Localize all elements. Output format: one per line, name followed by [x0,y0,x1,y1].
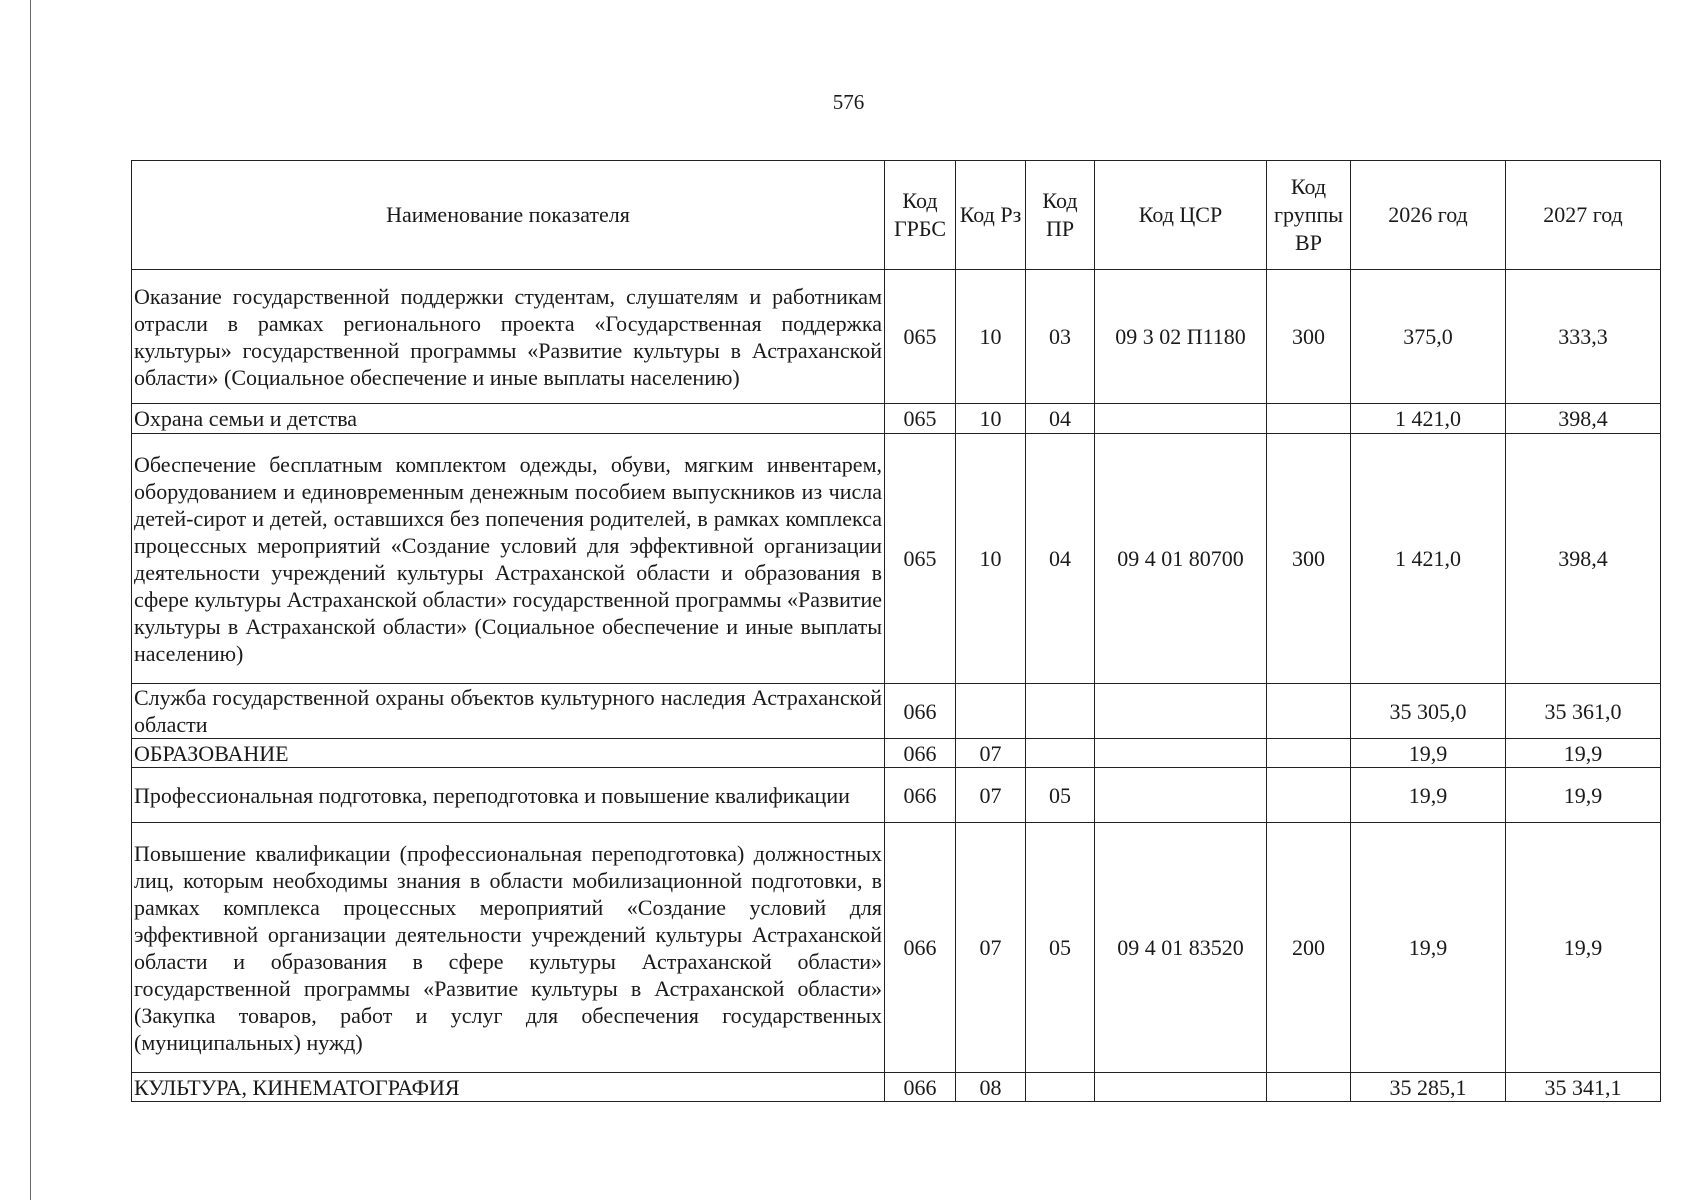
row-vr: 300 [1267,270,1351,404]
row-2026: 1 421,0 [1351,434,1506,684]
row-grbs: 066 [885,1073,956,1102]
table-row [132,404,1661,434]
row-name: Оказание государственной поддержки студентам, слушателям и работникам отрасли в рамках регионального проекта «Государственная поддержка культуры» государственной программы «Развитие культуры в Астраханской области» (Социальное обеспечение и иные выплаты населению) [132,270,885,404]
row-pr: 05 [1026,823,1095,1073]
row-2027: 19,9 [1506,768,1661,823]
row-pr [1026,684,1095,739]
row-vr: 300 [1267,434,1351,684]
page-binding-line [30,0,31,1200]
row-rz: 07 [956,823,1026,1073]
row-name: КУЛЬТУРА, КИНЕМАТОГРАФИЯ [132,1073,885,1102]
row-csr: 09 3 02 П1180 [1095,270,1267,404]
row-vr [1267,1073,1351,1102]
row-grbs: 065 [885,404,956,434]
header-pr: Код ПР [1026,161,1095,270]
row-grbs: 065 [885,270,956,404]
row-2026: 19,9 [1351,823,1506,1073]
row-rz: 10 [956,434,1026,684]
row-csr: 09 4 01 83520 [1095,823,1267,1073]
row-2026: 19,9 [1351,768,1506,823]
row-rz: 10 [956,404,1026,434]
row-grbs: 066 [885,768,956,823]
row-pr: 05 [1026,768,1095,823]
page-number: 576 [832,90,865,114]
row-grbs: 066 [885,739,956,768]
row-csr [1095,739,1267,768]
row-grbs: 065 [885,434,956,684]
row-2027: 19,9 [1506,739,1661,768]
row-2027: 35 341,1 [1506,1073,1661,1102]
header-csr: Код ЦСР [1095,161,1267,270]
row-pr [1026,739,1095,768]
row-name: ОБРАЗОВАНИЕ [132,739,885,768]
row-rz: 07 [956,739,1026,768]
table-row [132,684,1661,739]
row-csr [1095,684,1267,739]
header-name: Наименование показателя [132,161,885,270]
row-name: Обеспечение бесплатным комплектом одежды, обуви, мягким инвентарем, оборудованием и единовременным денежным пособием выпускников из числа детей-сирот и детей, оставшихся без попечения родителей, в рамках комплекса процессных мероприятий «Создание условий для эффективной организации деятельности учреждений культуры Астраханской области и образования в сфере культуры Астраханской области» государственной программы «Развитие культуры в Астраханской области» (Социальное обеспечение и иные выплаты населению) [132,434,885,684]
row-2026: 35 285,1 [1351,1073,1506,1102]
row-2027: 333,3 [1506,270,1661,404]
row-vr [1267,404,1351,434]
budget-table [131,160,1661,1102]
table-row [132,823,1661,1073]
row-2026: 35 305,0 [1351,684,1506,739]
row-rz [956,684,1026,739]
row-2027: 398,4 [1506,434,1661,684]
header-2027: 2027 год [1506,161,1661,270]
table-row [132,1073,1661,1102]
table-row [132,739,1661,768]
header-2026: 2026 год [1351,161,1506,270]
row-rz: 07 [956,768,1026,823]
row-2026: 19,9 [1351,739,1506,768]
row-vr [1267,684,1351,739]
table-header-row [132,161,1661,270]
table-row [132,270,1661,404]
row-csr [1095,768,1267,823]
row-2026: 375,0 [1351,270,1506,404]
table-row [132,768,1661,823]
header-rz: Код Рз [956,161,1026,270]
row-name: Служба государственной охраны объектов культурного наследия Астраханской области [132,684,885,739]
row-2026: 1 421,0 [1351,404,1506,434]
header-grbs: Код ГРБС [885,161,956,270]
row-rz: 10 [956,270,1026,404]
header-vr: Код группы ВР [1267,161,1351,270]
row-pr: 03 [1026,270,1095,404]
row-grbs: 066 [885,823,956,1073]
row-csr: 09 4 01 80700 [1095,434,1267,684]
row-vr [1267,739,1351,768]
row-2027: 398,4 [1506,404,1661,434]
row-csr [1095,1073,1267,1102]
row-grbs: 066 [885,684,956,739]
row-name: Повышение квалификации (профессиональная переподготовка) должностных лиц, которым необходимы знания в области мобилизационной подготовки, в рамках комплекса процессных мероприятий «Создание условий для эффективной организации деятельности учреждений культуры Астраханской области и образования в сфере культуры Астраханской области» государственной программы «Развитие культуры в Астраханской области» (Закупка товаров, работ и услуг для обеспечения государственных (муниципальных) нужд) [132,823,885,1073]
row-rz: 08 [956,1073,1026,1102]
row-name: Профессиональная подготовка, переподготовка и повышение квалификации [132,768,885,823]
row-csr [1095,404,1267,434]
row-pr [1026,1073,1095,1102]
row-pr: 04 [1026,434,1095,684]
row-2027: 35 361,0 [1506,684,1661,739]
row-name: Охрана семьи и детства [132,404,885,434]
row-2027: 19,9 [1506,823,1661,1073]
row-vr: 200 [1267,823,1351,1073]
table-row [132,434,1661,684]
row-vr [1267,768,1351,823]
row-pr: 04 [1026,404,1095,434]
